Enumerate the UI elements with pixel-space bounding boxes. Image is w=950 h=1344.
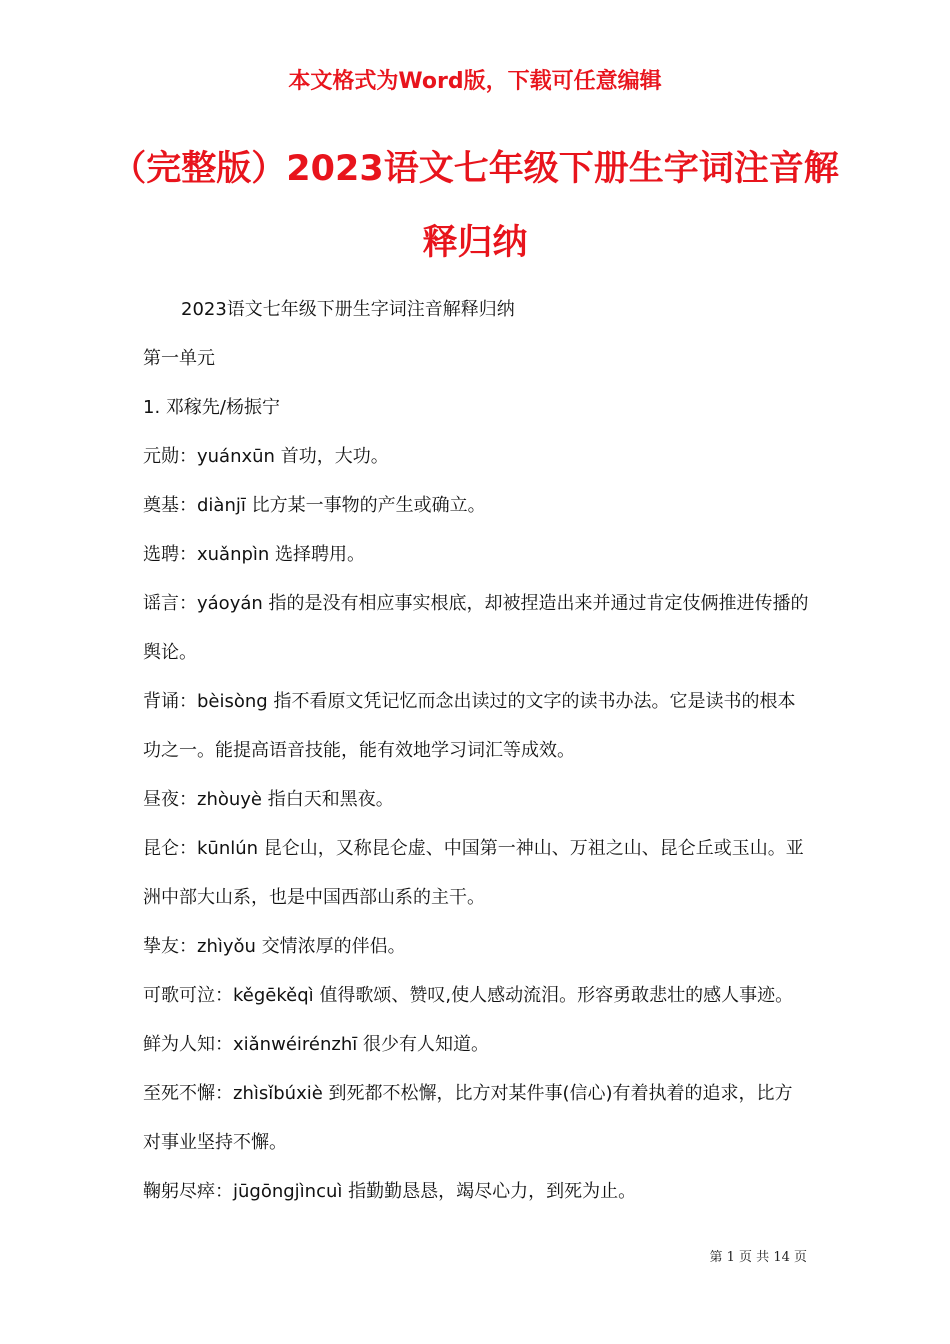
vocab-entry: 背诵：bèisòng 指不看原文凭记忆而念出读过的文字的读书办法。它是读书的根本功之一。能提高语音技能，能有效地学习词汇等成效。: [143, 691, 796, 761]
vocab-entry: 鞠躬尽瘁：jūgōngjìncuì 指勤勤恳恳，竭尽心力，到死为止。: [143, 1181, 637, 1202]
vocab-entry: 鲜为人知：xiǎnwéirénzhī 很少有人知道。: [143, 1034, 489, 1055]
vocab-entry: 昆仑：kūnlún 昆仑山，又称昆仑虚、中国第一神山、万祖之山、昆仑丘或玉山。亚洲中部大山系，也是中国西部山系的主干。: [143, 838, 804, 908]
vocab-entry: 昼夜：zhòuyè 指白天和黑夜。: [143, 789, 394, 810]
vocab-entry: 元勋：yuánxūn 首功，大功。: [143, 446, 389, 467]
vocab-entry: 选聘：xuǎnpìn 选择聘用。: [143, 544, 366, 565]
vocab-entry: 奠基：diànjī 比方某一事物的产生或确立。: [143, 495, 486, 516]
lesson-heading: 1. 邓稼先/杨振宁: [143, 397, 280, 418]
vocab-entry: 可歌可泣：kěgēkěqì 值得歌颂、赞叹,使人感动流泪。形容勇敢悲壮的感人事迹。: [143, 985, 794, 1006]
page-number: 第 1 页 共 14 页: [709, 1250, 807, 1265]
download-banner: 本文格式为Word版，下载可任意编辑: [288, 69, 662, 94]
vocab-entry: 至死不懈：zhìsǐbúxiè 到死都不松懈，比方对某件事(信心)有着执着的追求，比方对事业坚持不懈。: [143, 1083, 793, 1153]
vocab-entry: 谣言：yáoyán 指的是没有相应事实根底，却被捏造出来并通过肯定伎俩推进传播的舆论。: [143, 593, 809, 663]
document-title: （完整版）2023语文七年级下册生字词注音解释归纳: [111, 149, 839, 263]
vocab-entry: 挚友：zhìyǒu 交情浓厚的伴侣。: [143, 936, 406, 957]
subtitle-paragraph: 2023语文七年级下册生字词注音解释归纳: [181, 299, 515, 320]
document-body: [143, 285, 809, 1216]
unit-heading: 第一单元: [143, 348, 215, 369]
